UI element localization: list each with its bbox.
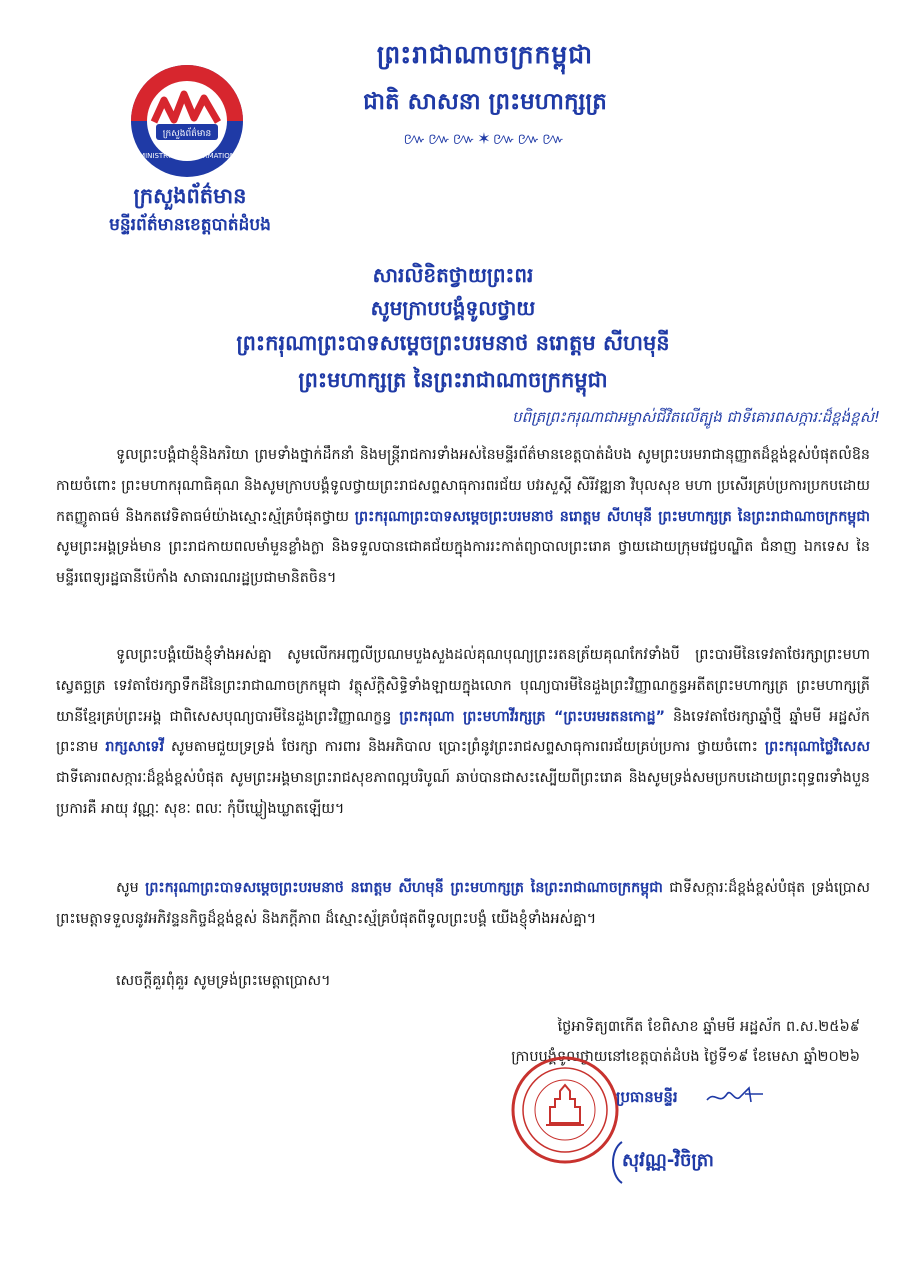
paragraph-text: សូមតាមជួយទ្រទ្រង់ ថែរក្សា ការពារ និងអភិបាល ប្រោះព្រំនូវព្រះរាជសព្ទសាធុការពរជ័យគ្រប់ប្រការ ថ្វាយចំពោះ — [164, 739, 765, 756]
director-title: ប្រធានមន្ទីរ — [616, 1088, 678, 1106]
national-motto: ជាតិ សាសនា ព្រះមហាក្សត្រ — [363, 89, 607, 115]
closing-paragraph — [56, 966, 870, 997]
letter-subtitle: សូមក្រាបបង្គំទូលថ្វាយ — [370, 296, 536, 320]
official-seal-icon — [510, 1055, 620, 1165]
letter-title: សារលិខិតថ្វាយព្រះពរ — [372, 263, 534, 287]
ministry-name: ក្រសួងព័ត៌មាន — [133, 184, 247, 208]
new-year-angel-highlight: រាក្សសាទេវី — [105, 739, 165, 756]
kingdom-heading: ព្រះរាជាណាចក្រកម្ពុជា — [376, 40, 594, 69]
body-paragraph-1 — [56, 440, 870, 594]
department-name: មន្ទីរព័ត៌មានខេត្តបាត់ដំបង — [109, 215, 271, 235]
paragraph-text: ជាទីសក្ការៈដ៏ខ្ពង់ខ្ពស់បំផុត ទ្រង់ប្រោសព្រះមេត្តាទទួលនូវអភិវន្ទនកិច្ចដ៏ខ្ពង់ខ្ពស់ និងភក្តីភាព ដ៏ស្មោះស្ម័គ្របំផុតពីទូលព្រះបង្គំ យើងខ្ញុំទាំងអស់គ្នា។ — [56, 880, 871, 927]
addressee-name: ព្រះករុណាព្រះបាទសម្តេចព្រះបរមនាថ នរោត្តម សីហមុនី — [236, 331, 670, 355]
paragraph-text: សូម — [116, 880, 146, 896]
paragraph-text: ជាទីគោរពសក្ការៈដ៏ខ្ពង់ខ្ពស់បំផុត សូមព្រះអង្គមានព្រះរាជសុខភាពល្អបរិបូណ៍ ឆាប់បានជាសះស្បើយពីព្រះរោគ និងសូមទ្រង់សមប្រកបដោយព្រះពុទ្ធពរទាំងបួនប្រការគឺ អាយុ វណ្ណៈ សុខៈ ពលៈ កុំបីឃ្លៀងឃ្លាតឡើយ។ — [56, 770, 870, 817]
salutation: បពិត្រព្រះករុណាជាអម្ចាស់ជីវិតលើត្បូង ជាទីគោរពសក្ការៈដ៏ខ្ពង់ខ្ពស់! — [512, 408, 880, 426]
date-block — [440, 1012, 860, 1072]
handwritten-initials-icon — [705, 1082, 765, 1110]
king-father-highlight: ព្រះករុណា ព្រះមហាវីរក្សត្រ “ព្រះបរមរតនកោដ្ឋ” — [399, 708, 666, 725]
signatory-name: សុវណ្ណ-វិចិត្រា — [622, 1150, 714, 1171]
paragraph-text: សេចក្តីគួរពុំគួរ សូមទ្រង់ព្រះមេត្តាប្រោស។ — [116, 973, 331, 989]
ministry-logo-icon — [128, 62, 246, 180]
place-date: ក្រាបបង្គំទូលថ្វាយនៅខេត្តបាត់ដំបង ថ្ងៃទី១៩ ខែមេសា ឆ្នាំ២០២៦ — [511, 1049, 860, 1065]
king-name-highlight: ព្រះករុណាព្រះបាទសម្តេចព្រះបរមនាថ នរោត្តម សីហមុនី ព្រះមហាក្សត្រ នៃព្រះរាជាណាចក្រកម្ពុជា — [354, 508, 870, 525]
lunar-date: ថ្ងៃអាទិត្យ៣កើត ខែពិសាខ ឆ្នាំមមី អដ្ឋស័ក ព.ស.២៥៦៩ — [557, 1019, 860, 1035]
paragraph-text: ទូលព្រះបង្គំជាខ្ញុំនិងភរិយា ព្រមទាំងថ្នាក់ដឹកនាំ និងមន្រ្តីរាជការទាំងអស់នៃមន្ទីរព័ត៌មានខេត្តបាត់ដំបង សូមព្រះបរមរាជានុញ្ញាតដ៏ខ្ពង់ខ្ពស់បំផុតលំឱនកាយចំពោះ ព្រះមហាករុណាធិគុណ និងសូមក្រាបបង្គំទូលថ្វាយព្រះរាជសព្ទសាធុការពរជ័យ បវរសួស្តី សិរីវឌ្ឍនា វិបុលសុខ មហា ប្រសើរគ្រប់ប្រការប្រកបដោយកតញ្ញូតាធម៌ និងកតវេទិតាធម៌យ៉ាងស្មោះស្ម័គ្របំផុតថ្វាយ — [56, 447, 870, 525]
paragraph-text: ទូលព្រះបង្គំយើងខ្ញុំទាំងអស់គ្នា សូមលើកអញ្ជលីប្រណមបួងសួងដល់គុណបុណ្យព្រះរតនត្រ័យគុណកែវទាំងបី ព្រះបារមីនៃទេវតាថែរក្សាព្រះមហាស្វេតច្ឆត្រ ទេវតាថែរក្សាទឹកដីនៃព្រះរាជាណាចក្រកម្ពុជា វត្ថុស័ក្តិសិទ្ធិទាំងឡាយក្នុងលោក បុណ្យបារមីនៃដួងព្រះវិញ្ញាណក្ខន្ធអតីតព្រះមហាក្សត្រ ព្រះមហាក្សត្រីយានីខ្មែរគ្រប់ព្រះអង្គ ជាពិសេសបុណ្យបារមីនៃដួងព្រះវិញ្ញាណក្ខន្ធ — [56, 647, 870, 725]
addressee-title: ព្រះមហាក្សត្រ នៃព្រះរាជាណាចក្រកម្ពុជា — [298, 368, 608, 392]
logo-khmer-label: ក្រសួងព័ត៌មាន — [162, 129, 212, 139]
header-ornament: ៚៚៚✶៚៚៚ — [403, 129, 567, 148]
paragraph-text: និងទេវតាថែរក្សាឆ្នាំថ្មី ឆ្នាំមមី អដ្ឋស័ក ព្រះនាម — [56, 708, 870, 756]
royal-address-highlight: ព្រះករុណាថ្លៃវិសេស — [764, 739, 870, 756]
king-name-highlight: ព្រះករុណាព្រះបាទសម្តេចព្រះបរមនាថ នរោត្តម សីហមុនី ព្រះមហាក្សត្រ នៃព្រះរាជាណាចក្រកម្ពុជា — [145, 880, 663, 896]
body-paragraph-3 — [56, 873, 870, 935]
body-paragraph-2 — [56, 640, 870, 825]
logo-english-label: MINISTRY OF INFORMATION — [139, 152, 235, 160]
paragraph-text: សូមព្រះអង្គទ្រង់មាន ព្រះរាជកាយពលមាំមួនខ្លាំងក្លា និងទទួលបានជោគជ័យក្នុងការរះកាត់ព្យាបាលព្រះរោគ ថ្វាយដោយក្រុមវេជ្ជបណ្ឌិត ជំនាញ ឯកទេស នៃមន្ទីរពេទ្យរដ្ឋធានីប៉េកាំង សាធារណរដ្ឋប្រជាមានិតចិន។ — [56, 539, 870, 587]
